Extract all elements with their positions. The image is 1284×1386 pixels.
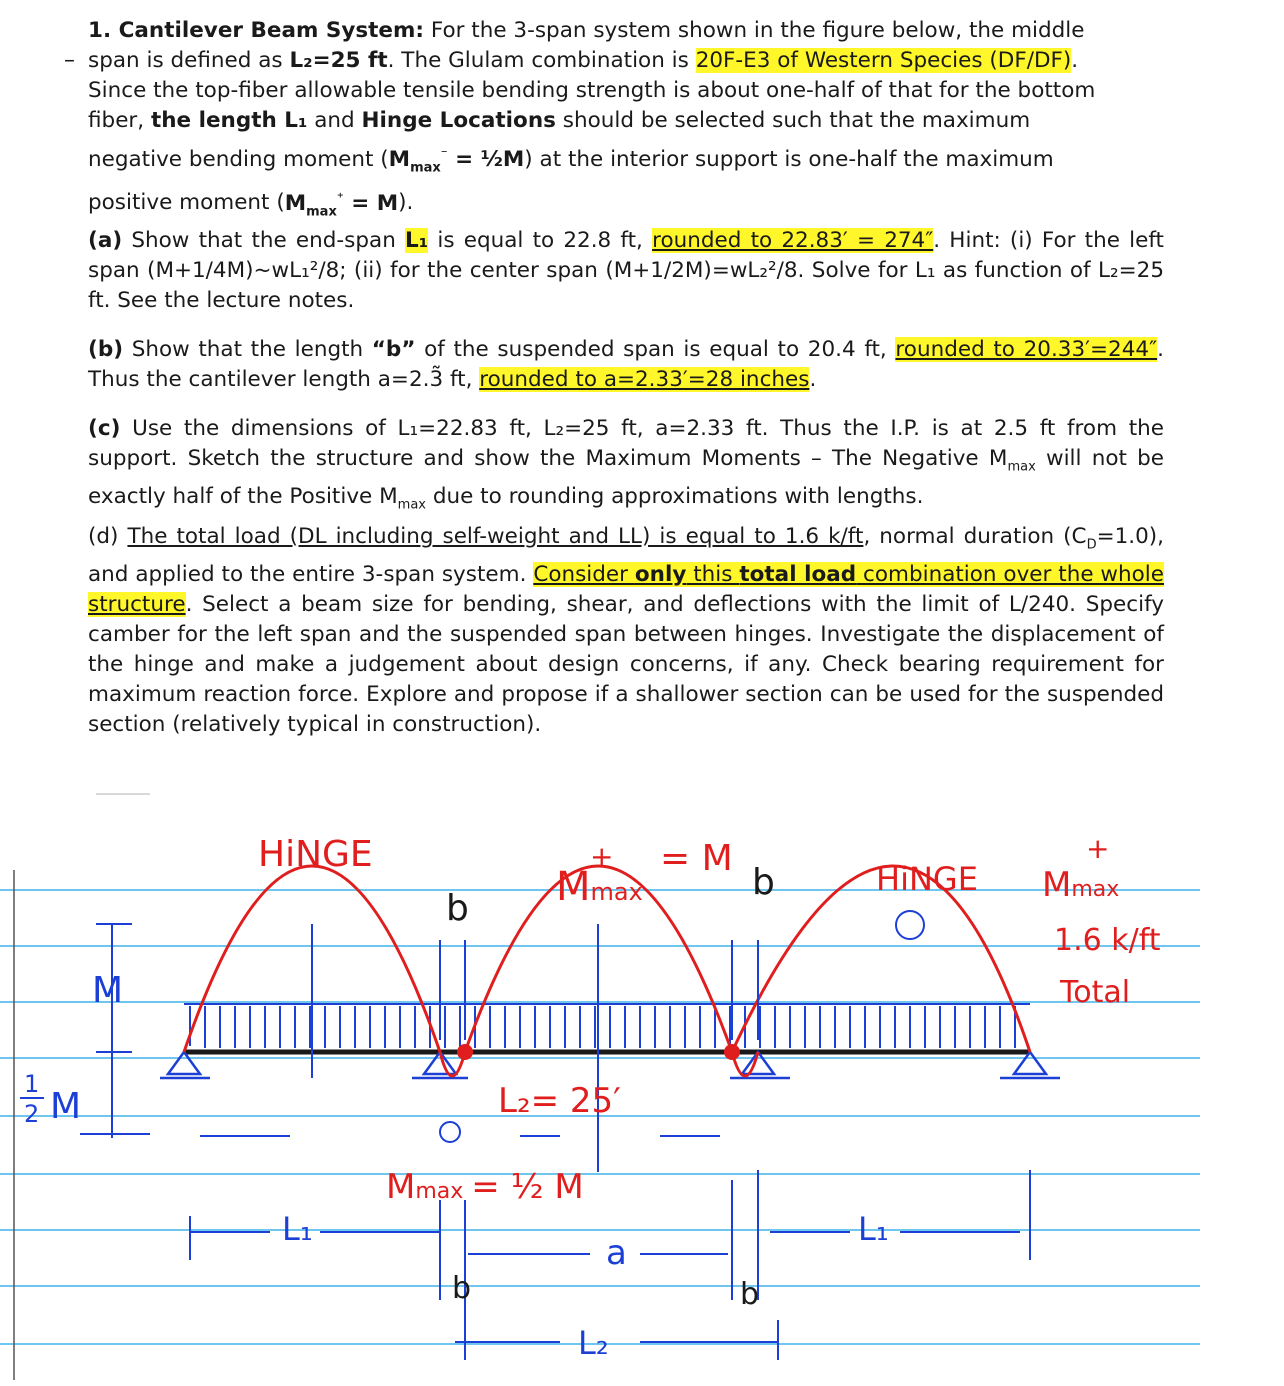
supports — [160, 1052, 1060, 1078]
beam-sketch — [0, 740, 1284, 1386]
eq-m: = M — [660, 838, 733, 879]
svg-text:+: + — [590, 840, 614, 873]
b-label-1: b — [446, 888, 469, 929]
b-label-2: b — [752, 862, 775, 903]
l2-label: L₂= 25′ — [498, 1081, 621, 1121]
mmax-neg: M — [386, 1167, 416, 1207]
problem-intro: 1. Cantilever Beam System: For the 3-span system shown in the figure below, the middle span is defined as L₂=25 ft. The Glulam combination is 20F-E3 of Western Species (DF/DF). Since the top-fiber allowable tensile bending strength is about one-half of that for the bottom fiber, the length L₁ and Hinge Locations should be selected such that the maximum negative bending moment ($M_{max}^{^-}$ = ½M) at the interior support is one-half the maximum positive moment $(M_{max}^{^+} = M)$. — [88, 18, 1096, 219]
half-num: 1 — [24, 1070, 40, 1098]
dim-a: a — [606, 1233, 627, 1273]
part-b: (b) Show that the length “b” of the suspended span is equal to 20.4 ft, rounded to 20.33′=244″. Thus the cantilever length a=2.3̃ ft, rounded to a=2.33′=28 inches. — [88, 337, 1164, 392]
dimension-lines — [80, 924, 1030, 1360]
glulam-combination: 20F-E3 of Western Species (DF/DF) — [695, 48, 1072, 73]
load-label-total: Total — [1060, 975, 1131, 1010]
problem-title: 1. Cantilever Beam System: — [88, 18, 425, 43]
m-label: M — [92, 970, 124, 1011]
hinge-left-label: HiNGE — [258, 834, 373, 875]
dim-l1-right: L₁ — [858, 1210, 889, 1248]
dim-l1-left: L₁ — [282, 1210, 313, 1248]
max-moment-marker-neg — [440, 1122, 460, 1142]
svg-text:Mmax: Mmax — [556, 864, 643, 910]
sketch-labels — [20, 832, 1161, 1362]
dim-b-left: b — [452, 1271, 472, 1306]
margin-dash: – — [64, 48, 75, 73]
mmax-top: M — [556, 864, 591, 910]
svg-text:Mmax: Mmax — [1042, 865, 1120, 905]
load-hatching — [184, 1004, 1030, 1048]
max-moment-marker-right — [896, 911, 924, 939]
part-d: (d) The total load (DL including self-weight and LL) is equal to 1.6 k/ft, normal duration $(C_D=1.0)$, and applied to the entire 3-span system. Consider only this total load combination over the whole structure. Select a beam size for bending, shear, and deflections with the limit of L/240. Specify camber for the left span and the suspended span between hinges. Investigate the displacement of the hinge and make a judgement about design concerns, if any. Check bearing requirement for maximum reaction force. Explore and propose if a shallower section can be used for the suspended section (relatively typical in construction). — [88, 524, 1165, 738]
half-m: M — [50, 1086, 82, 1127]
load-label: 1.6 k/ft — [1054, 923, 1161, 958]
mmax-right: M — [1042, 865, 1072, 905]
svg-text:+: + — [1086, 832, 1110, 865]
part-a: (a) Show that the end-span L₁ is equal to 22.8 ft, rounded to 22.83′ = 274″. Hint: (i) For the left span (M+1/4M)~wL₁²/8; (ii) for the center span (M+1/2M)=wL₂²/8. Solve for L₁ as function of L₂=25 ft. See the lecture notes. — [88, 228, 1164, 313]
dim-l2: L₂ — [578, 1324, 609, 1362]
half-den: 2 — [24, 1100, 40, 1128]
hinge-right-label: HiNGE — [876, 860, 978, 898]
svg-text:Mmax= ½ M: Mmax = ½ M — [386, 1167, 584, 1207]
part-c: (c) Use the dimensions of L₁=22.83 ft, L₂=25 ft, a=2.33 ft. Thus the I.P. is at 2.5 ft from the support. Sketch the structure and show the Maximum Moments – The Negative $M_{max}$ will not be exactly half of the Positive $M_{max}$ due to rounding approximations with lengths. — [88, 416, 1165, 513]
dim-b-right: b — [740, 1277, 760, 1312]
